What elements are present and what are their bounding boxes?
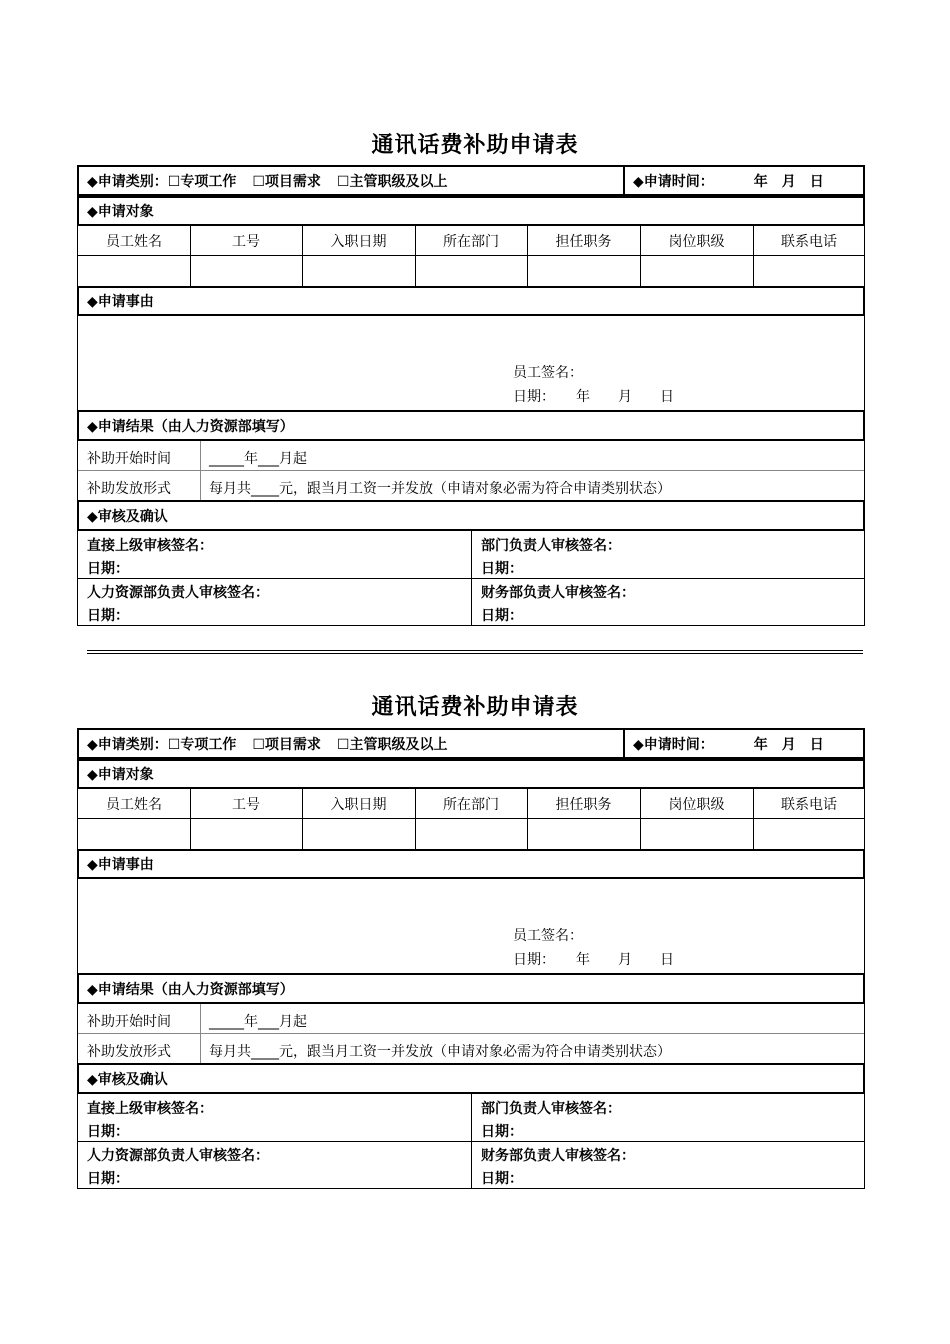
payment-mode-value[interactable]: 每月共____元，跟当月工资一并发放（申请对象必需为符合申请类别状态）	[209, 481, 671, 497]
col-department: 所在部门	[443, 797, 499, 813]
dept-head-date[interactable]: 日期：	[481, 1124, 523, 1140]
apply-time-ymd: 年 月 日	[753, 173, 824, 190]
target-section: ◆申请对象	[77, 759, 865, 789]
input-department[interactable]	[415, 819, 527, 849]
category-row	[77, 728, 625, 759]
dept-head-sign[interactable]: 部门负责人审核签名：	[481, 538, 621, 554]
apply-time-label: ◆申请时间：	[633, 736, 714, 753]
separator-line	[87, 653, 863, 654]
finance-head-sign[interactable]: 财务部负责人审核签名：	[481, 585, 635, 601]
employee-sign-date: 日期： 年 月 日	[513, 389, 674, 405]
payment-mode-label: 补助发放形式	[87, 1044, 171, 1060]
dept-head-sign[interactable]: 部门负责人审核签名：	[481, 1101, 621, 1117]
col-department: 所在部门	[443, 234, 499, 250]
input-id[interactable]	[190, 819, 302, 849]
input-phone[interactable]	[753, 256, 865, 286]
apply-time-ymd: 年 月 日	[753, 736, 824, 753]
result-section: ◆申请结果（由人力资源部填写）	[77, 973, 865, 1004]
input-join-date[interactable]	[302, 256, 415, 286]
col-join-date: 入职日期	[330, 797, 387, 813]
col-rank: 岗位职级	[668, 234, 725, 250]
checkbox-manager-level[interactable]: ☐主管职级及以上	[336, 736, 448, 753]
review-section: ◆审核及确认	[77, 1063, 865, 1094]
input-name[interactable]	[78, 256, 190, 286]
finance-head-sign[interactable]: 财务部负责人审核签名：	[481, 1148, 635, 1164]
data-row	[77, 256, 865, 286]
col-rank: 岗位职级	[668, 797, 725, 813]
col-name: 员工姓名	[106, 797, 162, 813]
checkbox-project-need[interactable]: ☐项目需求	[252, 173, 321, 190]
columns-header	[77, 226, 865, 256]
checkbox-manager-level[interactable]: ☐主管职级及以上	[336, 173, 448, 190]
finance-head-date[interactable]: 日期：	[481, 608, 523, 624]
checkbox-special-work[interactable]: ☐专项工作	[167, 736, 237, 753]
employee-sign-label: 员工签名：	[513, 928, 583, 944]
input-department[interactable]	[415, 256, 527, 286]
result-section: ◆申请结果（由人力资源部填写）	[77, 410, 865, 441]
col-name: 员工姓名	[106, 234, 162, 250]
separator-line	[87, 650, 863, 651]
form-title: 通讯话费补助申请表	[371, 695, 579, 720]
start-time-label: 补助开始时间	[87, 1014, 171, 1030]
input-position[interactable]	[527, 819, 640, 849]
employee-sign-label: 员工签名：	[513, 365, 583, 381]
category-row	[77, 165, 625, 196]
direct-supervisor-sign[interactable]: 直接上级审核签名：	[87, 1101, 213, 1117]
review-body	[77, 1094, 865, 1189]
input-rank[interactable]	[640, 819, 753, 849]
hr-head-sign[interactable]: 人力资源部负责人审核签名：	[87, 1148, 269, 1164]
direct-supervisor-date[interactable]: 日期：	[87, 1124, 129, 1140]
hr-head-date[interactable]: 日期：	[87, 1171, 129, 1187]
form-title: 通讯话费补助申请表	[371, 133, 579, 158]
payment-mode-label: 补助发放形式	[87, 481, 171, 497]
checkbox-special-work[interactable]: ☐专项工作	[167, 173, 237, 190]
reason-body[interactable]	[77, 879, 865, 973]
checkbox-project-need[interactable]: ☐项目需求	[252, 736, 321, 753]
col-phone: 联系电话	[781, 797, 837, 813]
input-id[interactable]	[190, 256, 302, 286]
col-position: 担任职务	[555, 234, 612, 250]
col-id: 工号	[232, 797, 260, 813]
finance-head-date[interactable]: 日期：	[481, 1171, 523, 1187]
start-time-value[interactable]: _____年___月起	[209, 1014, 307, 1030]
col-position: 担任职务	[555, 797, 612, 813]
col-join-date: 入职日期	[330, 234, 387, 250]
apply-time-row	[623, 728, 865, 759]
review-body	[77, 531, 865, 626]
category-label: ◆申请类别：	[87, 736, 168, 753]
input-name[interactable]	[78, 819, 190, 849]
col-id: 工号	[232, 234, 260, 250]
category-label: ◆申请类别：	[87, 173, 168, 190]
start-time-label: 补助开始时间	[87, 451, 171, 467]
input-join-date[interactable]	[302, 819, 415, 849]
target-section: ◆申请对象	[77, 196, 865, 226]
payment-mode-value[interactable]: 每月共____元，跟当月工资一并发放（申请对象必需为符合申请类别状态）	[209, 1044, 671, 1060]
reason-body[interactable]	[77, 316, 865, 410]
input-phone[interactable]	[753, 819, 865, 849]
employee-sign-date: 日期： 年 月 日	[513, 952, 674, 968]
data-row	[77, 819, 865, 849]
direct-supervisor-date[interactable]: 日期：	[87, 561, 129, 577]
apply-time-label: ◆申请时间：	[633, 173, 714, 190]
review-section: ◆审核及确认	[77, 500, 865, 531]
reason-section: ◆申请事由	[77, 286, 865, 316]
apply-time-row	[623, 165, 865, 196]
input-position[interactable]	[527, 256, 640, 286]
col-phone: 联系电话	[781, 234, 837, 250]
result-body	[77, 1004, 865, 1063]
direct-supervisor-sign[interactable]: 直接上级审核签名：	[87, 538, 213, 554]
hr-head-sign[interactable]: 人力资源部负责人审核签名：	[87, 585, 269, 601]
result-body	[77, 441, 865, 500]
dept-head-date[interactable]: 日期：	[481, 561, 523, 577]
input-rank[interactable]	[640, 256, 753, 286]
reason-section: ◆申请事由	[77, 849, 865, 879]
columns-header	[77, 789, 865, 819]
hr-head-date[interactable]: 日期：	[87, 608, 129, 624]
start-time-value[interactable]: _____年___月起	[209, 451, 307, 467]
